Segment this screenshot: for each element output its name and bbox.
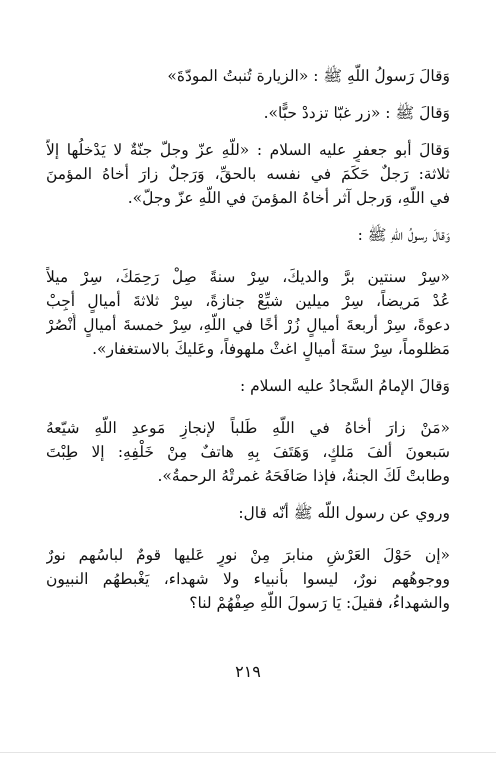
hadith-intro-line: وَقالَ الإمامُ السَّجادُ عليه السلام :: [239, 377, 450, 395]
paragraph-line: «مَنْ زارَ أخاهُ في اللّهِ طَلباً لإنجازِ مَوعدِ اللّهِ شيّعهُ: [46, 419, 450, 437]
page-body: [46, 64, 450, 615]
paragraph-line: والشهداءُ، فقيلَ: يَا رَسولَ اللّهِ صِفْهُمْ لنا؟: [189, 594, 450, 612]
hadith-intro-line: وروي عن رسول اللّه ﷺ أنّه قال:: [238, 504, 450, 522]
paragraph-line: في اللّهِ، وَرجل آثر أخاهُ المؤمنَ في اللّهِ عزّ وجلّ».: [127, 189, 450, 207]
paragraph-line: عُدْ مَريضاً، سِرْ ميلين شيِّعْ جنازةً، سِرْ ثلاثةَ أميالٍ أجِبْ: [46, 292, 450, 310]
paragraph-line: وطابتْ لَكَ الجنةُ، فإذا صَافَحَهُ غمرتْهُ الرحمةُ».: [157, 467, 450, 485]
paragraph-line: دعوةً، سِرْ أربعةَ أميالٍ زُرْ أخًا في اللّهِ، سِرْ خمسةَ أميالٍ أُنْصُرْ: [46, 316, 450, 334]
hadith-intro-line: وَقالَ ﷺ : «زر غبّا تزددْ حبًّا».: [263, 104, 450, 122]
paragraph-line: «إن حَوْلَ العَرْشِ منابرَ مِنْ نورٍ عَليها قومٌ لباسُهم نورٌ: [46, 546, 450, 564]
hadith-intro-line: وَقالَ رَسولُ اللّهِ ﷺ : «الزيارة تُنبتُ المودّةَ»: [167, 67, 450, 85]
hadith-intro-line: وَقالَ رسولُ اللّهِ ﷺ :: [357, 226, 450, 244]
paragraph-line: «سِرْ سنتين برَّ والديكَ، سِرْ سنةً صِلْ رَحِمَكَ، سِرْ ميلاً: [46, 268, 450, 286]
paragraph-line: ثلاثة: رَجلٌ حَكَمَ في نفسه بالحقِّ، وَرَجلٌ زارَ أخاهُ المؤمنَ: [46, 165, 450, 183]
paragraph-line: وَقالَ أبو جعفرٍ عليه السلام : «للّهِ عزّ وجلّ جنّةٌ لا يَدْخلُها إلاّ: [46, 141, 450, 159]
page-number: ٢١٩: [235, 662, 261, 681]
page-edge-divider: [0, 752, 496, 753]
paragraph-line: مَظلوماً، سِرْ ستةَ أميالٍ اغثْ ملهوفاً، وعَليكَ بالاستغفار».: [92, 340, 450, 358]
paragraph-line: سَبعونَ ألفَ مَلكٍ، وَهَتَفَ بِهِ هاتفٌ مِنْ خَلْفِهِ: إلا طِبْتَ: [46, 443, 450, 461]
paragraph-line: ووجوهُهم نورٌ، ليسوا بأنبياء ولا شهداء، يَغْبطهُم النبيون: [46, 570, 450, 588]
